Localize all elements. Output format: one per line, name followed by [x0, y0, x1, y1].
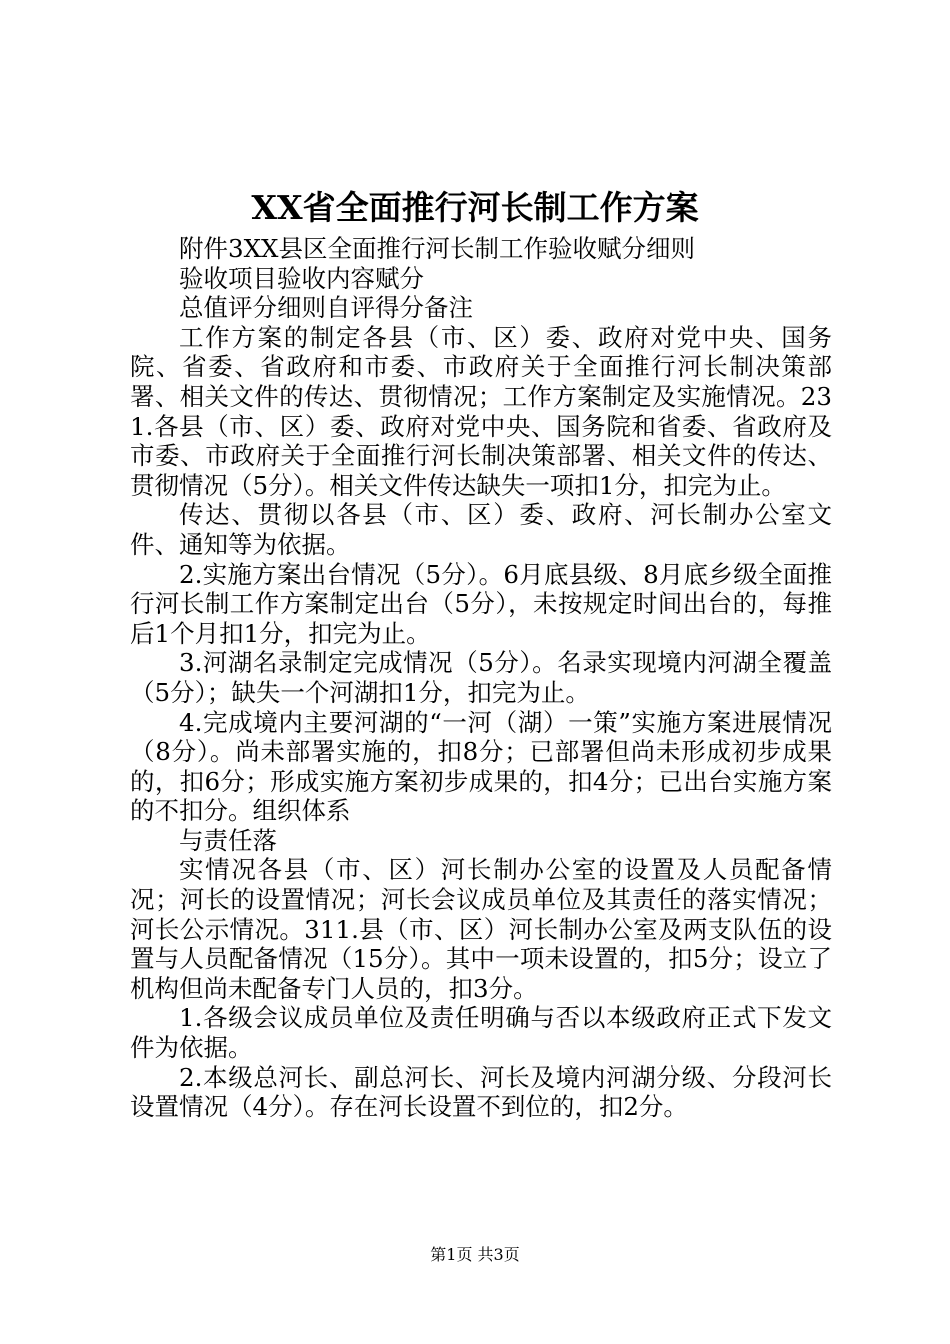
paragraph-responsibility: 与责任落: [179, 825, 277, 855]
paragraph-work-plan: 工作方案的制定各县（市、区）委、政府对党中央、国务院、省委、省政府和市委、市政府关于全面推行河长制决策部署、相关文件的传达、贯彻情况；工作方案制定及实施情况。231.各县（市、区）委、政府对党中央、国务院和省委、省政府及市委、市政府关于全面推行河长制决策部署、相关文件的传达、贯彻情况（5分）。相关文件传达缺失一项扣1分，扣完为止。: [130, 322, 832, 500]
paragraph-river-chief-setup: 2.本级总河长、副总河长、河长及境内河湖分级、分段河长设置情况（4分）。存在河长设置不到位的，扣2分。: [130, 1062, 832, 1122]
paragraph-item-3: 3.河湖名录制定完成情况（5分）。名录实现境内河湖全覆盖（5分）；缺失一个河湖扣1分，扣完为止。: [130, 648, 832, 707]
paragraph-item-2: 2.实施方案出台情况（5分）。6月底县级、8月底乡级全面推行河长制工作方案制定出台（5分），未按规定时间出台的，每推后1个月扣1分，扣完为止。: [130, 559, 832, 648]
paragraph-implementation: 实情况各县（市、区）河长制办公室的设置及人员配备情况；河长的设置情况；河长会议成员单位及其责任的落实情况；河长公示情况。311.县（市、区）河长制办公室及两支队伍的设置与人员配备情况（15分）。其中一项未设置的，扣5分；设立了机构但尚未配备专门人员的，扣3分。: [130, 855, 832, 1003]
paragraph-item-4: 4.完成境内主要河湖的“一河（湖）一策”实施方案进展情况（8分）。尚未部署实施的，扣8分；已部署但尚未形成初步成果的，扣6分；形成实施方案初步成果的，扣4分；已出台实施方案的不扣分。组织体系: [130, 707, 832, 826]
paragraph-attachment-heading: 附件3XX县区全面推行河长制工作验收赋分细则: [179, 234, 695, 263]
page-number: 第1页 共3页: [430, 1245, 520, 1264]
paragraph-basis-2: 1.各级会议成员单位及责任明确与否以本级政府正式下发文件为依据。: [130, 1003, 832, 1063]
paragraph-basis: 传达、贯彻以各县（市、区）委、政府、河长制办公室文件、通知等为依据。: [130, 500, 832, 559]
paragraph-table-header-1: 验收项目验收内容赋分: [179, 263, 424, 293]
paragraph-table-header-2: 总值评分细则自评得分备注: [179, 293, 473, 323]
document-body: [130, 234, 832, 1122]
document-title: XX省全面推行河长制工作方案: [251, 188, 699, 227]
